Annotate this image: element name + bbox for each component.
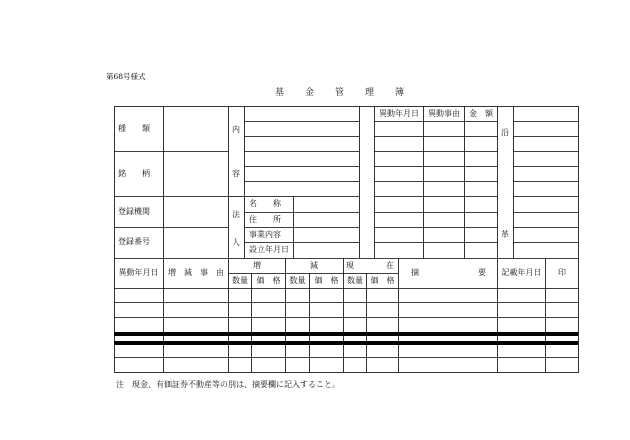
decrease-header: 減: [310, 261, 318, 270]
seal-header: 印: [558, 268, 566, 277]
corp-field-business: 事業内容: [249, 230, 281, 239]
current-qty-header: 数量: [347, 276, 363, 285]
ledger-date-header: 異動年月日: [118, 268, 159, 277]
change-reason-header: 異動事由: [428, 109, 460, 118]
corp-field-address: 住 所: [249, 215, 281, 224]
increase-price-header: 価 格: [256, 276, 281, 285]
hojin-label-2: 人: [232, 238, 240, 247]
form-number: 第68号様式: [106, 72, 146, 81]
kind-label: 種 類: [118, 124, 150, 133]
current-header-2: 在: [386, 261, 394, 270]
increase-qty-header: 数量: [232, 276, 248, 285]
enkaku-label-2: 革: [501, 230, 509, 239]
ledger-reason-header: 増 減 事 由: [168, 268, 224, 277]
summary-header-1: 摘: [411, 268, 419, 277]
naiyo-label-1: 内: [232, 125, 240, 134]
decrease-qty-header: 数量: [289, 276, 306, 285]
brand-label: 銘 柄: [118, 169, 150, 178]
page-title: 基 金 管 理 簿: [274, 88, 405, 98]
increase-header: 増: [253, 261, 261, 270]
hojin-label-1: 法: [232, 210, 240, 219]
footnote: 注 現金、有価証券不動産等の別は、摘要欄に記入すること。: [116, 380, 340, 389]
decrease-price-header: 価 格: [314, 276, 339, 285]
enkaku-label-1: 沿: [501, 128, 509, 137]
corp-field-founded: 設立年月日: [249, 245, 289, 254]
reg-number-label: 登録番号: [118, 237, 150, 246]
change-date-header: 異動年月日: [379, 109, 419, 118]
registry-label: 登録機関: [118, 207, 150, 216]
summary-header-2: 要: [478, 268, 486, 277]
current-price-header: 価 格: [370, 276, 395, 285]
current-header-1: 現: [346, 261, 354, 270]
corp-field-name: 名 称: [249, 199, 281, 208]
amount-header: 金 額: [469, 109, 493, 118]
record-date-header: 記載年月日: [501, 268, 542, 277]
naiyo-label-2: 容: [232, 169, 240, 178]
